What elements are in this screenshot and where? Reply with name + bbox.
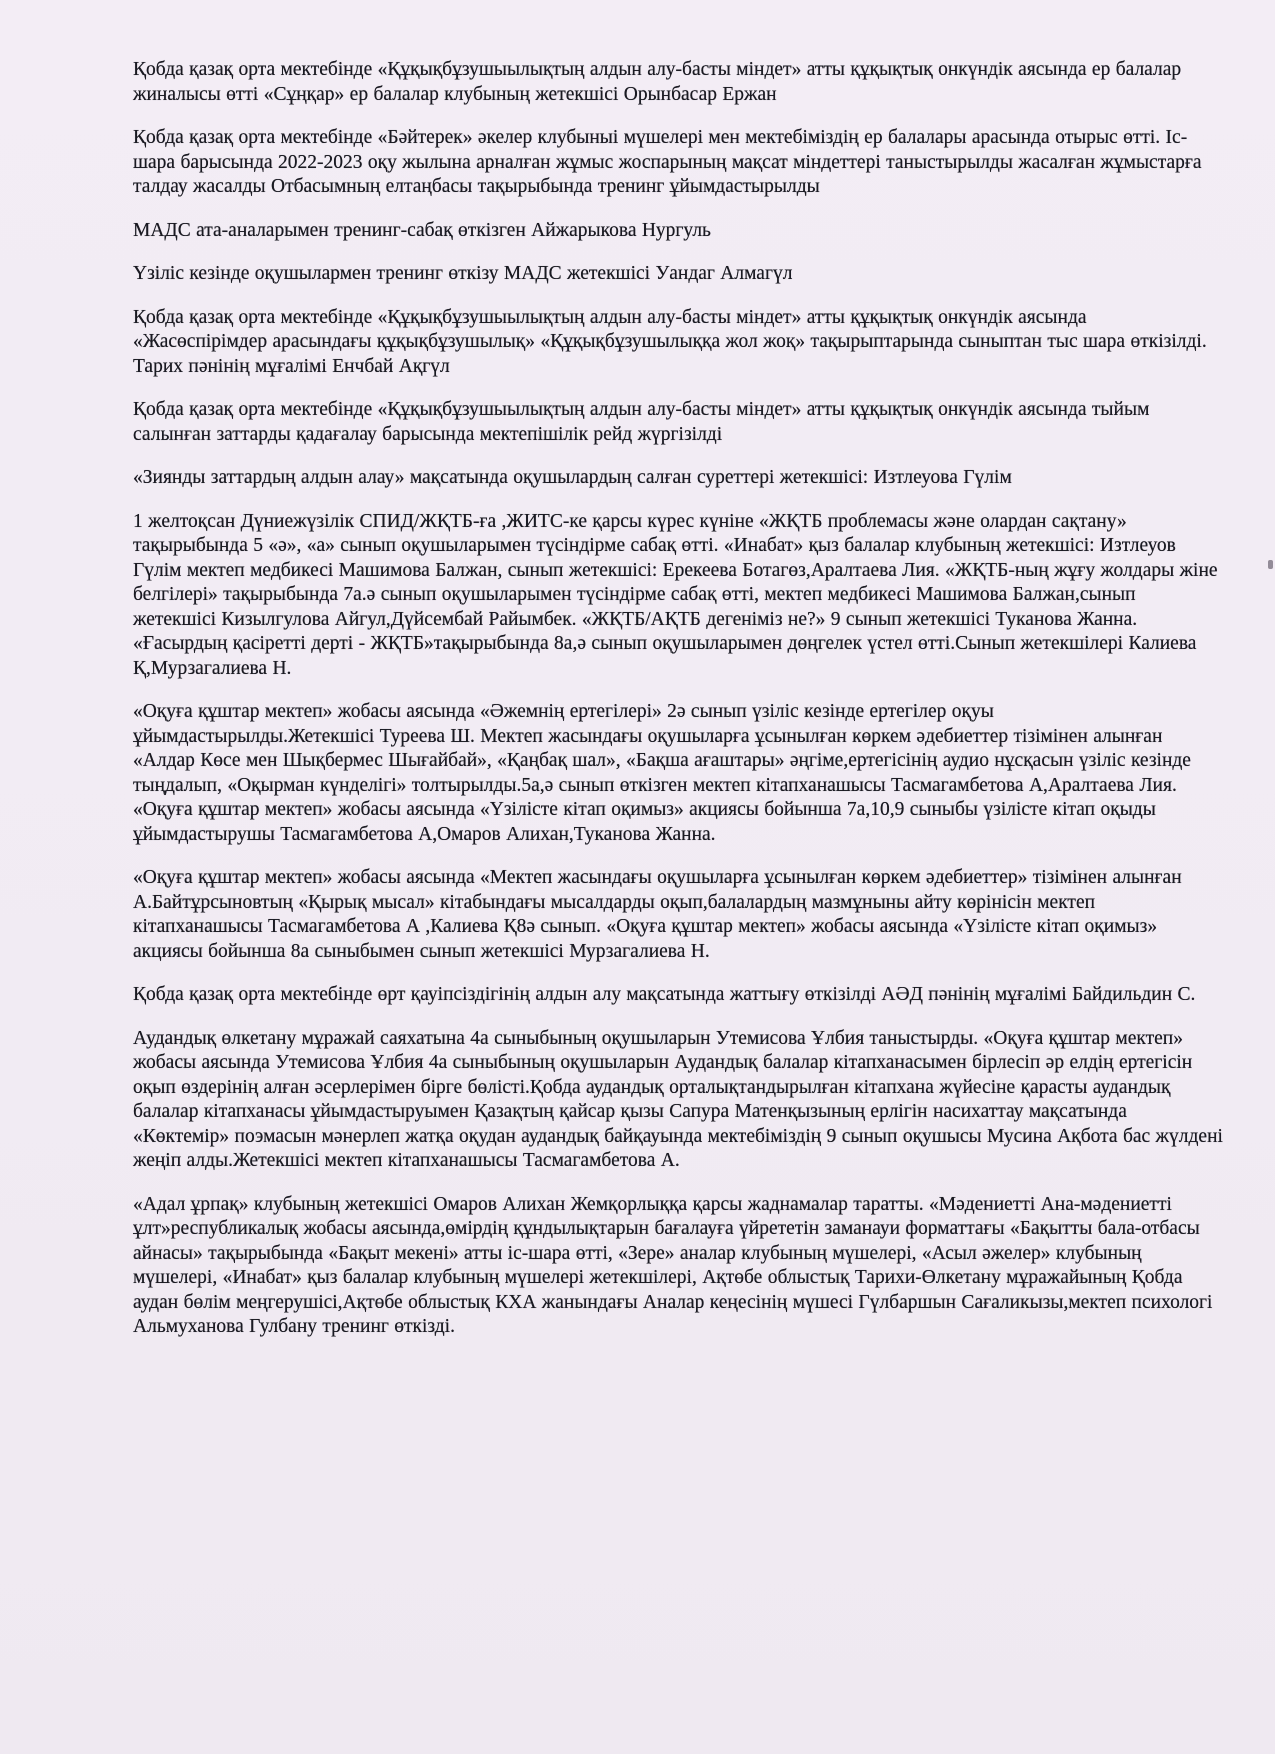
paragraph-1: Қобда қазақ орта мектебінде «Құқықбұзушыылықтың алдын алу-басты міндет» атты құқықтық онкүндік аясында ер балалар жиналысы өтті «Сұңқар» ер балалар клубының жетекшісі Орынбасар Ержан [133, 59, 1182, 105]
paragraph-7: «Зиянды заттардың алдын алау» мақсатында оқушылардың салған суреттері жетекшісі: Изтлеуова Гүлім [133, 467, 1012, 488]
paragraph-10: «Оқуға құштар мектеп» жобасы аясында «Мектеп жасындағы оқушыларға ұсынылған көркем әдебиеттер» тізімінен алынған А.Байтұрсыновтың «Қырық мысал» кітабындағы мысалдарды оқып,балалардың мазмұныны айту көрінісін мектеп кітапханашысы Тасмагамбетова А ,Калиева Қ8ә сынып. «Оқуға құштар мектеп» жобасы аясында «Үзілісте кітап оқимыз» акциясы бойынша 8а сыныбымен сынып жетекшісі Мурзагалиева Н. [133, 867, 1182, 962]
paragraph-13: «Адал ұрпақ» клубының жетекшісі Омаров Алихан Жемқорлыққа қарсы жаднамалар таратты. «Мәдениетті Ана-мәдениетті ұлт»республикалық жобасы аясында,өмірдің құндылықтарын бағалауға үйрететін заманауи форматтағы «Бақытты бала-отбасы айнасы» тақырыбында «Бақыт мекені» атты іс-шара өтті, «Зере» аналар клубының мүшелері, «Асыл әжелер» клубының мүшелері, «Инабат» қыз балалар клубының мүшелері жетекшілері, Ақтөбе облыстық Тарихи-Өлкетану мұражайының Қобда аудан бөлім меңгерушісі,Ақтөбе облыстық КХА жанындағы Аналар кеңесінің мүшесі Гүлбаршын Сағаликызы,мектеп психологі Альмуханова Гулбану тренинг өткізді. [133, 1193, 1213, 1337]
paragraph-12: Аудандық өлкетану мұражай саяхатына 4а сыныбының оқушыларын Утемисова Ұлбия таныстырды. «Оқуға құштар мектеп» жобасы аясында Утемисова Ұлбия 4а сыныбының оқушыларын Аудандық балалар кітапханасымен бірлесіп әр елдің ертегісін оқып өздерінің алған әсерлерімен бірге бөлісті.Қобда аудандық орталықтандырылған кітапхана жүйесіне қарасты аудандық балалар кітапханасы ұйымдастыруымен Қазақтың қайсар қызы Сапура Матенқызының ерлігін насихаттау мақсатында «Көктемір» поэмасын мәнерлеп жатқа оқудан аудандық байқауында мектебіміздің 9 сынып оқушысы Мусина Ақбота бас жүлдені жеңіп алды.Жетекшісі мектеп кітапханашысы Тасмагамбетова А. [133, 1027, 1223, 1171]
paragraph-4: Үзіліс кезінде оқушылармен тренинг өткізу МАДС жетекшісі Уандаг Алмагүл [133, 263, 793, 284]
paragraph-11: Қобда қазақ орта мектебінде өрт қауіпсіздігінің алдын алу мақсатында жаттығу өткізілді АӘД пәнінің мұғалімі Байдильдин С. [133, 984, 1196, 1005]
paragraph-2: Қобда қазақ орта мектебінде «Бәйтерек» әкелер клубыныі мүшелері мен мектебіміздің ер балалары арасында отырыс өтті. Іс-шара барысында 2022-2023 оқу жылына арналған жұмыс жоспарының мақсат міндеттері таныстырылды жасалған жұмыстарға талдау жасалды Отбасымның елтаңбасы тақырыбында тренинг ұйымдастырылды [133, 127, 1202, 197]
scan-speck [1268, 560, 1273, 569]
document-body [133, 58, 1223, 1359]
paragraph-3: МАДС ата-аналарымен тренинг-сабақ өткізген Айжарыкова Нургуль [133, 219, 711, 241]
paragraph-8: 1 желтоқсан Дүниежүзілік СПИД/ЖҚТБ-ға ,ЖИТС-ке қарсы күрес күніне «ЖҚТБ проблемасы және олардан сақтану» тақырыбында 5 «ә», «а» сынып оқушыларымен түсіндірме сабақ өтті. «Инабат» қыз балалар клубының жетекшісі: Изтлеуов Гүлім мектеп медбикесі Машимова Балжан, сынып жетекшісі: Ерекеева Ботагөз,Аралтаева Лия. «ЖҚТБ-ның жұғу жолдары жіне белгілері» тақырыбында 7а.ә сынып оқушыларымен түсіндірме сабақ өтті, мектеп медбикесі Машимова Балжан,сынып жетекшісі Кизылгулова Айгул,Дүйсембай Райымбек. «ЖҚТБ/АҚТБ дегеніміз не?» 9 сынып жетекшісі Туканова Жанна. «Ғасырдың қасіретті дерті - ЖҚТБ»тақырыбында 8а,ә сынып оқушыларымен дөңгелек үстел өтті.Сынып жетекшілері Калиева Қ,Мурзагалиева Н. [133, 510, 1218, 679]
paragraph-5: Қобда қазақ орта мектебінде «Құқықбұзушыылықтың алдын алу-басты міндет» атты құқықтық онкүндік аясында «Жасөспірімдер арасындағы құқықбұзушылық» «Құқықбұзушылыққа жол жоқ» тақырыптарында сыныптан тыс шара өткізілді. Тарих пәнінің мұғалімі Енчбай Ақгүл [133, 306, 1207, 377]
paragraph-9: «Оқуға құштар мектеп» жобасы аясында «Әжемнің ертегілері» 2ә сынып үзіліс кезінде ертегілер оқуы ұйымдастырылды.Жетекшісі Туреева Ш. Мектеп жасындағы оқушыларға ұсынылған көркем әдебиеттер тізімінен алынған «Алдар Көсе мен Шықбермес Шығайбай», «Қаңбақ шал», «Бақша ағаштары» әңгіме,ертегісінің аудио нұсқасын үзіліс кезінде тыңдалып, «Оқырман күнделігі» толтырылды.5а,ә сынып өткізген мектеп кітапханашысы Тасмагамбетова А,Аралтаева Лия. «Оқуға құштар мектеп» жобасы аясында «Үзілісте кітап оқимыз» акциясы бойынша 7а,10,9 сыныбы үзілісте кітап оқыды ұйымдастырушы Тасмагамбетова А,Омаров Алихан,Туканова Жанна. [133, 701, 1191, 845]
paragraph-6: Қобда қазақ орта мектебінде «Құқықбұзушыылықтың алдын алу-басты міндет» атты құқықтық онкүндік аясында тыйым салынған заттарды қадағалау барысында мектепішілік рейд жүргізілді [133, 399, 1150, 445]
